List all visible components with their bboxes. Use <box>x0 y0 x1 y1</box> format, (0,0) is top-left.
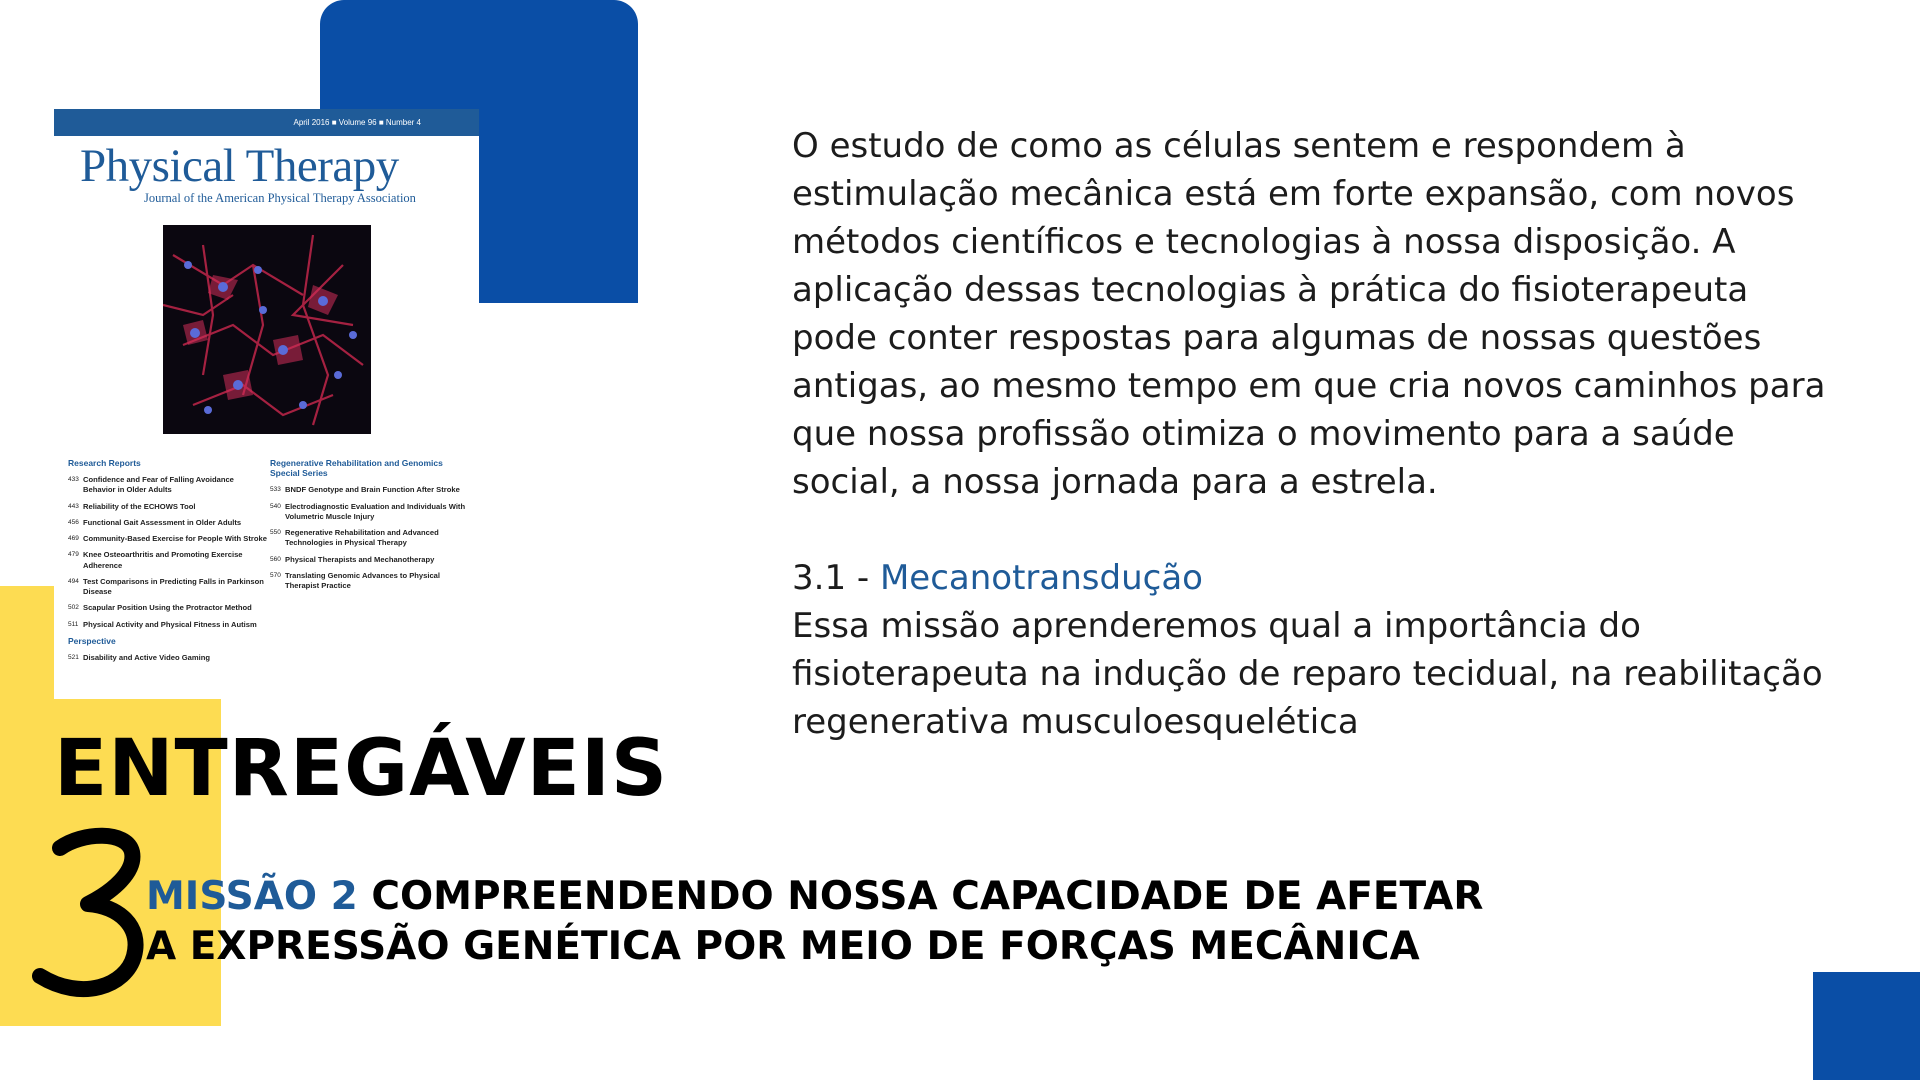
intro-paragraph: O estudo de como as células sentem e respondem à estimulação mecânica está em forte expansão, com novos métodos científicos e tecnologias à nossa disposição. A aplicação dessas tecnologias à prática do fisioterapeuta pode conter respostas para algumas de nossas questões antigas, ao mesmo tempo em que cria novos caminhos para que nossa profissão otimiza o movimento para a saúde social, a nossa jornada para a estrela. <box>792 126 1826 502</box>
toc-item: 533 BNDF Genotype and Brain Function After Stroke <box>270 485 460 495</box>
toc-item: 456 Functional Gait Assessment in Older Adults <box>68 517 242 527</box>
section-text: Essa missão aprenderemos qual a importância do fisioterapeuta na indução de reparo tecidual, na reabilitação regenerativa musculoesquelética <box>792 606 1823 742</box>
section-title: Mecanotransdução <box>879 558 1203 598</box>
toc-item: 433 Confidence and Fear of Falling Avoidance Behavior in Older Adults <box>68 475 234 495</box>
toc-right-column <box>270 458 470 597</box>
heading-entregaveis: ENTREGÁVEIS <box>54 724 669 814</box>
toc-item: 479 Knee Osteoarthritis and Promoting Exercise Adherence <box>68 550 243 570</box>
cell-microscopy-image <box>163 225 371 434</box>
handwritten-three-icon <box>32 826 150 1002</box>
toc-item: 502 Scapular Position Using the Protractor Method <box>68 603 252 613</box>
cover-issue-band <box>54 109 479 136</box>
toc-heading-research: Research Reports <box>68 458 141 468</box>
cover-title: Physical Therapy <box>80 140 399 192</box>
toc-left-column <box>68 458 268 669</box>
mission-label: MISSÃO 2 <box>146 874 358 919</box>
journal-cover <box>54 109 479 699</box>
toc-item: 494 Test Comparisons in Predicting Falls in Parkinson Disease <box>68 576 264 597</box>
toc-heading-perspective: Perspective <box>68 635 116 646</box>
section-number: 3.1 - <box>792 558 880 598</box>
mission-text: COMPREENDENDO NOSSA CAPACIDADE DE AFETAR A EXPRESSÃO GENÉTICA POR MEIO DE FORÇAS MECÂNICA <box>146 874 1484 969</box>
toc-heading-special-series: Regenerative Rehabilitation and Genomics Special Series <box>270 458 443 479</box>
mission-title <box>146 872 1486 972</box>
toc-item: 469 Community-Based Exercise for People With Stroke <box>68 534 267 544</box>
toc-item: 550 Regenerative Rehabilitation and Advanced Technologies in Physical Therapy <box>270 528 439 548</box>
toc-item: 511 Physical Activity and Physical Fitness in Autism <box>68 619 257 629</box>
blue-corner-block <box>1813 972 1920 1080</box>
toc-item: 540 Electrodiagnostic Evaluation and Individuals With Volumetric Muscle Injury <box>270 501 466 521</box>
cover-issue-line: April 2016 ■ Volume 96 ■ Number 4 <box>293 118 421 127</box>
toc-item: 570 Translating Genomic Advances to Physical Therapist Practice <box>270 570 441 591</box>
cover-subtitle: Journal of the American Physical Therapy Association <box>144 191 416 205</box>
section-block <box>792 554 1832 746</box>
toc-item: 443 Reliability of the ECHOWS Tool <box>68 501 196 511</box>
toc-item: 560 Physical Therapists and Mechanotherapy <box>270 554 435 564</box>
toc-item: 521 Disability and Active Video Gaming <box>68 653 211 663</box>
